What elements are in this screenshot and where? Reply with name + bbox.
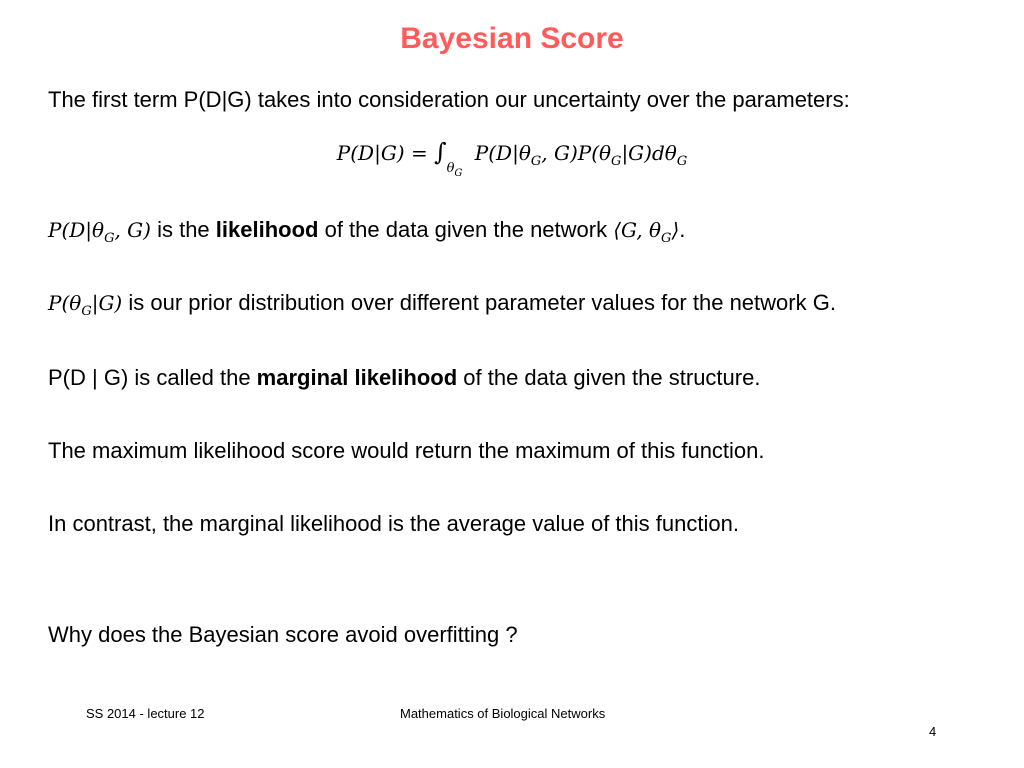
footer-course: Mathematics of Biological Networks [400,706,606,721]
contrast-text: In contrast, the marginal likelihood is the average value of this function. [48,511,739,536]
network-math: ⟨G, $\theta_G⟩$ [613,218,680,246]
slide-title: Bayesian Score [400,22,624,55]
maximum-likelihood-text: The maximum likelihood score would return the maximum of this function. [48,438,765,463]
footer-lecture: SS 2014 - lecture 12 [86,706,205,721]
question-text: Why does the Bayesian score avoid overfitting ? [48,622,518,647]
bayesian-score-equation [0,138,1024,188]
likelihood-math: $P(D|\theta_G$, G) [48,218,151,246]
prior-math: $P(\theta_G|G)$ [48,291,123,319]
equation-lhs: P(D|G) = [336,141,428,165]
likelihood-term: likelihood [215,217,319,242]
marginal-likelihood-term: marginal likelihood [256,365,458,390]
likelihood-definition: $P(D|\theta_G$, G) is the likelihood of the data given the network ⟨G, $\theta_G⟩$. [48,217,686,246]
page-number: 4 [929,724,937,739]
marginal-likelihood-definition: P(D | G) is called the marginal likelihood of the data given the structure. [48,365,761,390]
integral-subscript: $\theta_G$ [446,161,463,179]
prior-definition: $P(\theta_G|G)$ is our prior distribution over different parameter values for the network G. [48,290,836,319]
equation-rhs: $P(D|\theta_G$, $G)P(\theta_G|G)d\theta_G$ [474,141,688,169]
integral-symbol: ∫ [434,138,447,166]
intro-text: The first term P(D|G) takes into consideration our uncertainty over the parameters: [48,87,850,112]
